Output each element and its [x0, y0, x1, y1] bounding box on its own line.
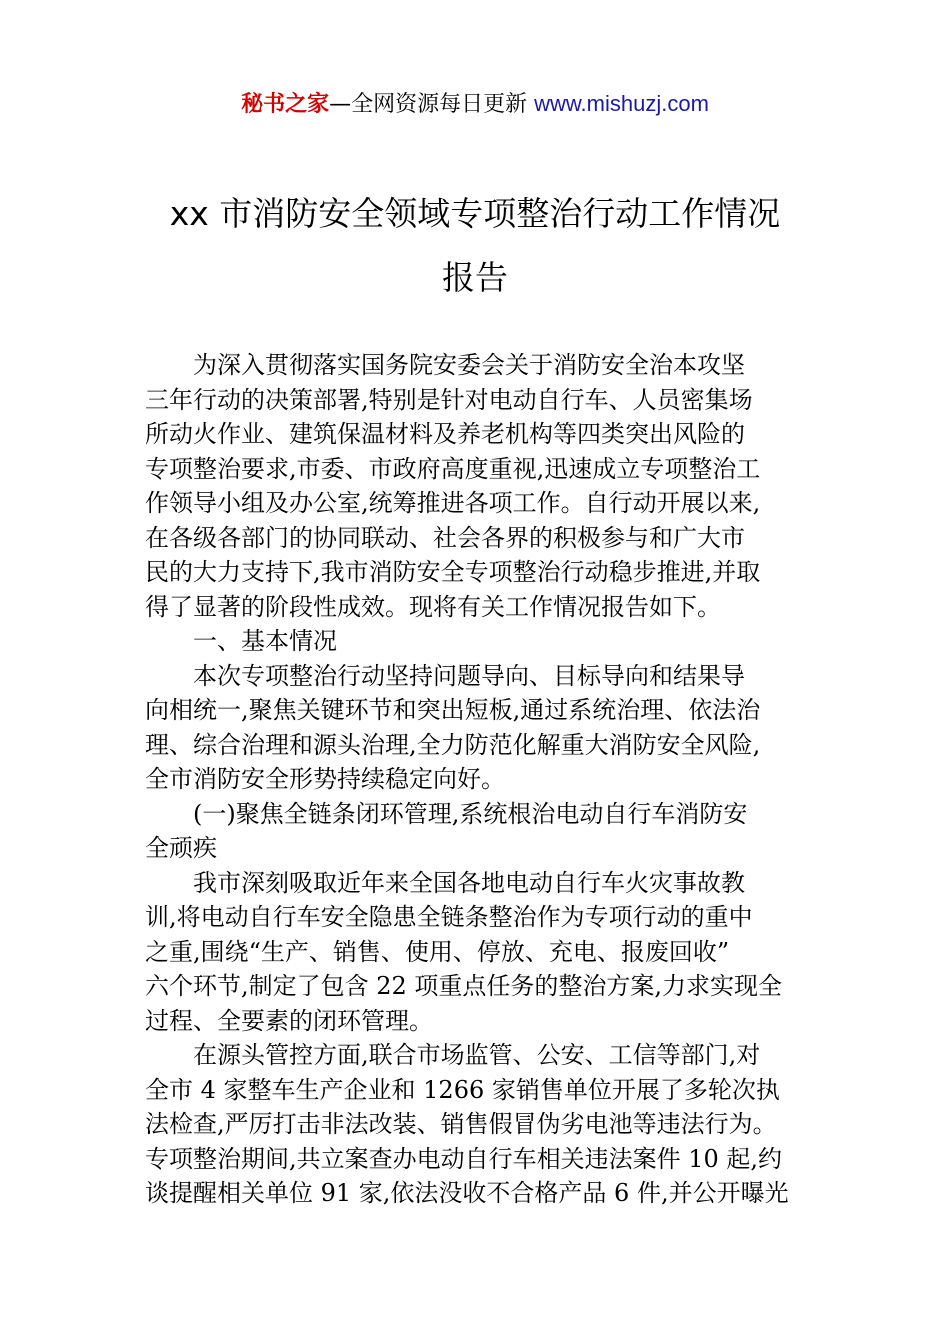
text-line: 训,将电动自行车安全隐患全链条整治作为专项行动的重中: [145, 903, 753, 931]
site-header: [0, 86, 950, 123]
text-line: 六个环节,制定了包含 22 项重点任务的整治方案,力求实现全: [145, 972, 783, 1000]
text-line: 三年行动的决策部署,特别是针对电动自行车、人员密集场: [145, 385, 753, 414]
text-line: 我市深刻吸取近年来全国各地电动自行车火灾事故教: [193, 868, 745, 897]
text-line: 为深入贯彻落实国务院安委会关于消防安全治本攻坚: [193, 351, 745, 379]
text-line: 得了显著的阶段性成效。现将有关工作情况报告如下。: [145, 592, 721, 621]
subsection-heading-1: [145, 797, 809, 866]
text-line: 理、综合治理和源头治理,全力防范化解重大消防安全风险,: [145, 730, 761, 759]
text-line: 谈提醒相关单位 91 家,依法没收不合格产品 6 件,并公开曝光: [145, 1179, 789, 1207]
text-line: (一)聚焦全链条闭环管理,系统根治电动自行车消防安: [193, 799, 748, 828]
text-line: 专项整治期间,共立案查办电动自行车相关违法案件 10 起,约: [145, 1144, 783, 1173]
text-line: 全市 4 家整车生产企业和 1266 家销售单位开展了多轮次执: [145, 1075, 780, 1104]
text-line: 在各级各部门的协同联动、社会各界的积极参与和广大市: [145, 523, 745, 552]
text-line: 向相统一,聚焦关键环节和突出短板,通过系统治理、依法治: [145, 696, 761, 724]
document-body: [145, 348, 809, 1211]
text-line: 过程、全要素的闭环管理。: [145, 1006, 433, 1035]
title-line-1: xx 市消防安全领域专项整治行动工作情况: [169, 194, 781, 233]
section-heading-basic: [145, 624, 809, 659]
text-line: 法检查,严厉打击非法改装、销售假冒伪劣电池等违法行为。: [145, 1110, 777, 1138]
text-line: 所动火作业、建筑保温材料及养老机构等四类突出风险的: [145, 420, 745, 448]
text-line: 在源头管控方面,联合市场监管、公安、工信等部门,对: [193, 1041, 761, 1069]
site-url-link[interactable]: www.mishuzj.com: [534, 91, 709, 116]
document-title: [0, 182, 950, 310]
text-line: 全市消防安全形势持续稳定向好。: [145, 765, 505, 793]
paragraph-overview: [145, 659, 809, 797]
title-line-2: 报告: [442, 258, 508, 297]
text-line: 专项整治要求,市委、市政府高度重视,迅速成立专项整治工: [145, 454, 761, 483]
paragraph-source-control: [145, 1038, 809, 1211]
text-line: 一、基本情况: [193, 627, 337, 655]
site-tagline: —全网资源每日更新: [329, 92, 528, 117]
site-brand: 秘书之家: [241, 92, 330, 117]
text-line: 之重,围绕“生产、销售、使用、停放、充电、报废回收”: [145, 937, 730, 966]
text-line: 本次专项整治行动坚持问题导向、目标导向和结果导: [193, 661, 745, 690]
text-line: 民的大力支持下,我市消防安全专项整治行动稳步推进,并取: [145, 558, 761, 586]
paragraph-ebike: [145, 866, 809, 1039]
text-line: 作领导小组及办公室,统筹推进各项工作。自行动开展以来,: [145, 489, 761, 517]
paragraph-intro: [145, 348, 809, 624]
text-line: 全顽疾: [145, 834, 217, 862]
